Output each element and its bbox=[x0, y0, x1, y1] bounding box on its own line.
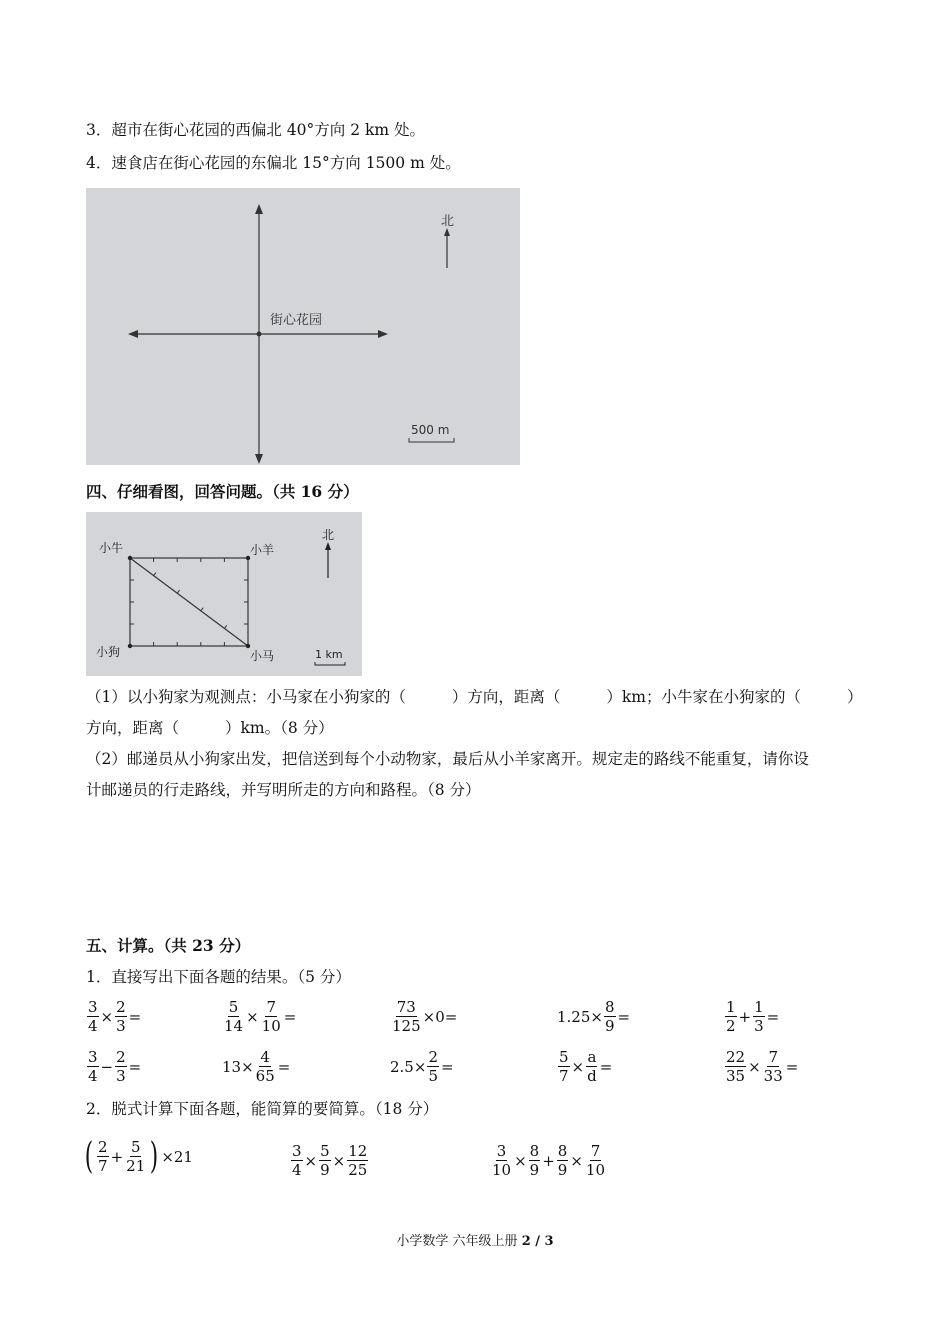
expr-r1-1: $\frac{3}{4}$ × $\frac{2}{3}$ = bbox=[88, 998, 142, 1035]
expr-r1-5: $\frac{1}{2}$ + $\frac{1}{3}$ = bbox=[726, 998, 780, 1035]
expr-r1-2: $\frac{5}{14}$ × $\frac{7}{10}$ = bbox=[224, 998, 297, 1035]
item-3: 3．超市在街心花园的西偏北 40°方向 2 km 处。 bbox=[86, 121, 425, 139]
scale-label-2: 1 km bbox=[315, 648, 343, 661]
expr-r1-3: $\frac{73}{125}$ ×0= bbox=[392, 998, 458, 1035]
expr-r2-2: 13× $\frac{4}{65}$ = bbox=[222, 1048, 291, 1085]
expr-r2-5: $\frac{22}{35}$ × $\frac{7}{33}$ = bbox=[726, 1048, 799, 1085]
dot-sw bbox=[128, 644, 132, 648]
scale-label: 500 m bbox=[411, 423, 450, 437]
label-sw: 小狗 bbox=[96, 645, 121, 659]
center-label: 街心花园 bbox=[270, 313, 323, 328]
expr-r3-3: $\frac{3}{10}$ × $\frac{8}{9}$ + $\frac{8}{9}$ × $\frac{7}{10}$ bbox=[492, 1142, 606, 1179]
footer-text: 小学数学 六年级上册 bbox=[396, 1234, 518, 1249]
page-number: 2 / 3 bbox=[521, 1234, 554, 1249]
expr-r3-2: $\frac{3}{4}$ × $\frac{5}{9}$ × $\frac{12}{25}$ bbox=[292, 1142, 368, 1179]
label-se: 小马 bbox=[250, 649, 275, 663]
section-5-title: 五、计算。（共 23 分） bbox=[86, 936, 251, 955]
direction-map-figure bbox=[86, 188, 520, 465]
calc-q2-title: 2．脱式计算下面各题，能简算的要简算。（18 分） bbox=[86, 1100, 439, 1118]
north-label: 北 bbox=[441, 214, 455, 229]
q2-line2: 计邮递员的行走路线，并写明所走的方向和路程。（8 分） bbox=[86, 781, 481, 799]
label-ne: 小羊 bbox=[250, 543, 275, 557]
expr-r1-4: 1.25× $\frac{8}{9}$ = bbox=[557, 998, 631, 1035]
q1-line1: （1）以小狗家为观测点：小马家在小狗家的（ ）方向，距离（ ）km；小牛家在小狗家的（ ） bbox=[86, 688, 863, 706]
animal-map-figure bbox=[86, 512, 362, 676]
dot-nw bbox=[128, 556, 132, 560]
expr-r2-4: $\frac{5}{7}$ × $\frac{a}{d}$ = bbox=[559, 1048, 613, 1085]
center-dot bbox=[257, 332, 262, 337]
dot-se bbox=[246, 644, 250, 648]
expr-r2-1: $\frac{3}{4}$ − $\frac{2}{3}$ = bbox=[88, 1048, 142, 1085]
calc-q1-title: 1．直接写出下面各题的结果。（5 分） bbox=[86, 968, 351, 986]
section-4-title: 四、仔细看图，回答问题。（共 16 分） bbox=[86, 482, 359, 501]
item-4: 4．速食店在街心花园的东偏北 15°方向 1500 m 处。 bbox=[86, 154, 461, 172]
north-label-2: 北 bbox=[322, 528, 335, 542]
q1-line2: 方向，距离（ ）km。（8 分） bbox=[86, 719, 334, 737]
q2-line1: （2）邮递员从小狗家出发，把信送到每个小动物家，最后从小羊家离开。规定走的路线不能重复，请你设 bbox=[86, 750, 809, 768]
expr-r2-3: 2.5× $\frac{2}{5}$ = bbox=[390, 1048, 454, 1085]
direction-map-svg bbox=[86, 188, 520, 465]
page-footer bbox=[0, 1230, 950, 1249]
label-nw: 小牛 bbox=[99, 541, 124, 555]
expr-r3-1: ( $\frac{2}{7}$ + $\frac{5}{21}$ ) ×21 bbox=[84, 1135, 193, 1177]
